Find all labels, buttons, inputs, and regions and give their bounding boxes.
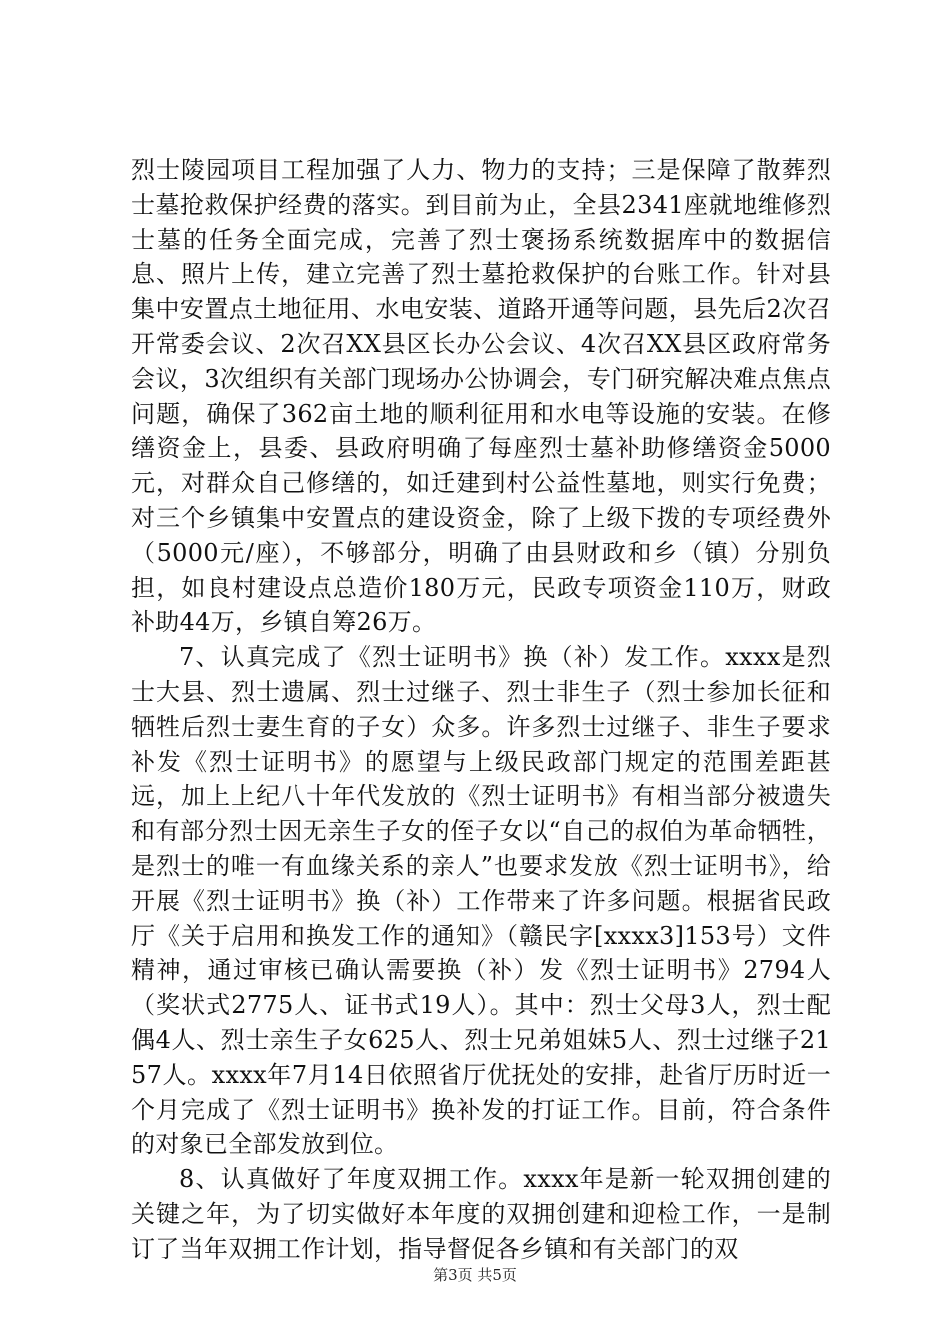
document-body [131, 153, 831, 1267]
paragraph-continuation: 烈士陵园项目工程加强了人力、物力的支持；三是保障了散葬烈士墓抢救保护经费的落实。到目前为止，全县2341座就地维修烈士墓的任务全面完成，完善了烈士褒扬系统数据库中的数据信息、照片上传，建立完善了烈士墓抢救保护的台账工作。针对县集中安置点土地征用、水电安装、道路开通等问题，县先后2次召开常委会议、2次召XX县区长办公会议、4次召XX县区政府常务会议，3次组织有关部门现场办公协调会，专门研究解决难点焦点问题，确保了362亩土地的顺利征用和水电等设施的安装。在修缮资金上，县委、县政府明确了每座烈士墓补助修缮资金5000元，对群众自己修缮的，如迁建到村公益性墓地，则实行免费；对三个乡镇集中安置点的建设资金，除了上级下拨的专项经费外（5000元/座），不够部分，明确了由县财政和乡（镇）分别负担，如良村建设点总造价180万元，民政专项资金110万，财政补助44万，乡镇自筹26万。 [131, 156, 831, 637]
paragraph-item-8: 8、认真做好了年度双拥工作。xxxx年是新一轮双拥创建的关键之年，为了切实做好本年度的双拥创建和迎检工作，一是制订了当年双拥工作计划，指导督促各乡镇和有关部门的双 [131, 1165, 831, 1263]
page-footer: 第3页 共5页 [433, 1266, 517, 1284]
paragraph-item-7: 7、认真完成了《烈士证明书》换（补）发工作。xxxx是烈士大县、烈士遗属、烈士过继子、烈士非生子（烈士参加长征和牺牲后烈士妻生育的子女）众多。许多烈士过继子、非生子要求补发《烈士证明书》的愿望与上级民政部门规定的范围差距甚远，加上上纪八十年代发放的《烈士证明书》有相当部分被遗失和有部分烈士因无亲生子女的侄子女以“自己的叔伯为革命牺牲，是烈士的唯一有血缘关系的亲人”也要求发放《烈士证明书》，给开展《烈士证明书》换（补）工作带来了许多问题。根据省民政厅《关于启用和换发工作的通知》（赣民字[xxxx3]153号）文件精神，通过审核已确认需要换（补）发《烈士证明书》2794人（奖状式2775人、证书式19人）。其中：烈士父母3人，烈士配偶4人、烈士亲生子女625人、烈士兄弟姐妹5人、烈士过继子2157人。xxxx年7月14日依照省厅优抚处的安排，赴省厅历时近一个月完成了《烈士证明书》换补发的打证工作。目前，符合条件的对象已全部发放到位。 [131, 643, 831, 1159]
